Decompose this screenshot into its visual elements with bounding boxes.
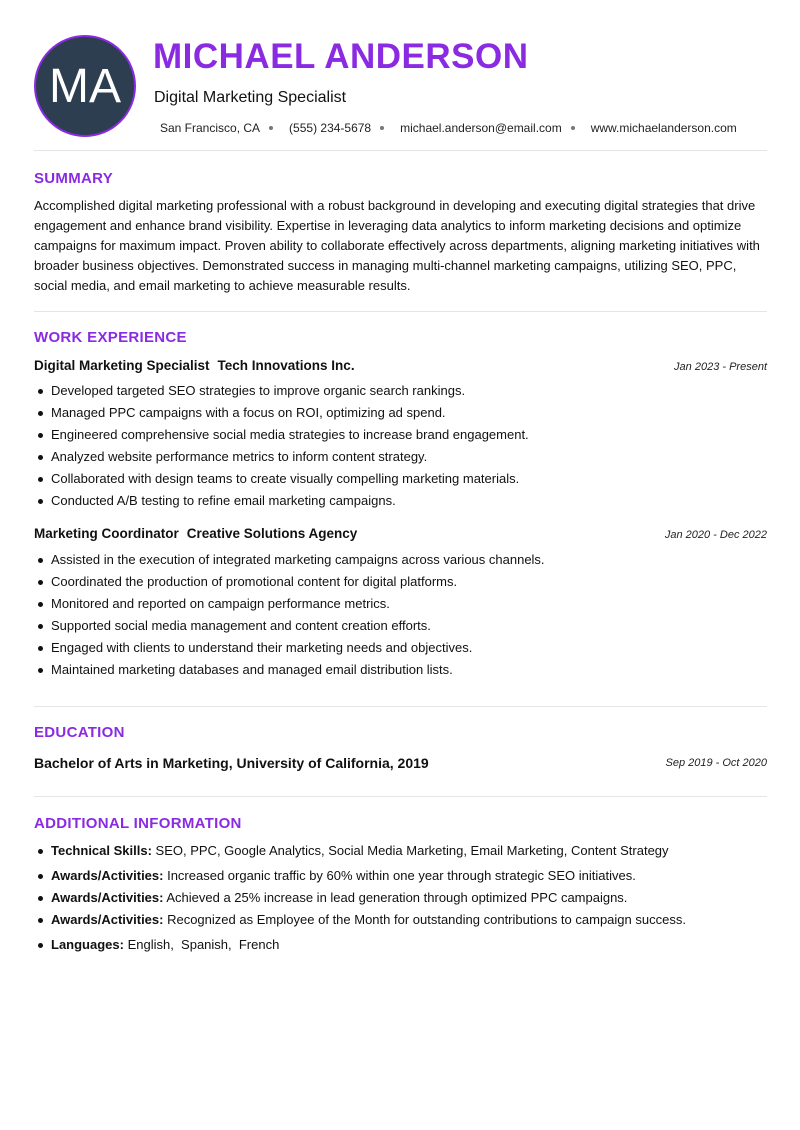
contact-line	[160, 120, 737, 136]
divider	[34, 311, 767, 312]
item-label: Awards/Activities:	[51, 890, 164, 905]
divider	[34, 796, 767, 797]
avatar	[34, 35, 136, 137]
divider	[34, 706, 767, 707]
list-item: Coordinated the production of promotional content for digital platforms.	[34, 571, 545, 593]
contact-website[interactable]: www.michaelanderson.com	[590, 121, 737, 135]
list-item	[34, 865, 686, 887]
education-dates: Sep 2019 - Oct 2020	[665, 757, 767, 769]
summary-text: Accomplished digital marketing professional with a robust background in developing and executing digital strategies that drive engagement and enhance brand visibility. Expertise in leveraging data analytics to inform marketing decisions and optimize campaigns for maximum impact. Proven ability to collaborate effectively across departments, aligning marketing initiatives with broader business objectives. Demonstrated success in managing multi-channel marketing campaigns, utilizing SEO, PPC, social media, and email marketing to achieve measurable results.	[34, 198, 760, 293]
item-label: Awards/Activities:	[51, 868, 164, 883]
list-item: Managed PPC campaigns with a focus on ROI, optimizing ad spend.	[34, 402, 529, 424]
job-header	[34, 357, 355, 375]
additional-info-list	[34, 840, 686, 956]
list-item: Conducted A/B testing to refine email marketing campaigns.	[34, 490, 529, 512]
summary-heading: SUMMARY	[34, 170, 114, 187]
item-label: Awards/Activities:	[51, 912, 164, 927]
item-text: Recognized as Employee of the Month for outstanding contributions to campaign success.	[163, 912, 686, 927]
avatar-initials: MA	[49, 59, 121, 113]
job-bullet-list	[34, 549, 545, 681]
additional-info-heading: ADDITIONAL INFORMATION	[34, 815, 242, 832]
contact-phone[interactable]: (555) 234-5678	[289, 121, 372, 135]
job-header	[34, 525, 357, 543]
list-item	[34, 887, 686, 909]
job-role: Marketing Coordinator	[34, 526, 179, 541]
list-item: Assisted in the execution of integrated marketing campaigns across various channels.	[34, 549, 545, 571]
separator-dot-icon	[571, 126, 575, 130]
contact-location: San Francisco, CA	[160, 121, 261, 135]
education-degree: Bachelor of Arts in Marketing, University of California, 2019	[34, 755, 429, 771]
list-item: Collaborated with design teams to create visually compelling marketing materials.	[34, 468, 529, 490]
list-item: Monitored and reported on campaign performance metrics.	[34, 593, 545, 615]
divider	[34, 150, 767, 151]
job-company: Creative Solutions Agency	[186, 526, 358, 541]
list-item	[34, 909, 686, 931]
list-item	[34, 840, 686, 862]
separator-dot-icon	[380, 126, 384, 130]
candidate-name: MICHAEL ANDERSON	[153, 37, 529, 76]
contact-email[interactable]: michael.anderson@email.com	[400, 121, 562, 135]
education-heading: EDUCATION	[34, 724, 125, 741]
job-dates: Jan 2023 - Present	[674, 361, 767, 373]
job-company: Tech Innovations Inc.	[217, 358, 355, 373]
list-item: Engaged with clients to understand their marketing needs and objectives.	[34, 637, 545, 659]
list-item: Analyzed website performance metrics to inform content strategy.	[34, 446, 529, 468]
job-dates: Jan 2020 - Dec 2022	[664, 529, 767, 541]
job-bullet-list	[34, 380, 529, 512]
list-item	[34, 934, 686, 956]
list-item: Maintained marketing databases and managed email distribution lists.	[34, 659, 545, 681]
item-text: Achieved a 25% increase in lead generation through optimized PPC campaigns.	[163, 890, 628, 905]
item-text: English, Spanish, French	[123, 937, 280, 952]
separator-dot-icon	[269, 126, 273, 130]
item-label: Languages:	[51, 937, 124, 952]
item-label: Technical Skills:	[51, 843, 152, 858]
item-text: SEO, PPC, Google Analytics, Social Media Marketing, Email Marketing, Content Strategy	[151, 843, 669, 858]
list-item: Engineered comprehensive social media strategies to increase brand engagement.	[34, 424, 529, 446]
work-experience-heading: WORK EXPERIENCE	[34, 329, 187, 346]
candidate-title: Digital Marketing Specialist	[154, 89, 347, 106]
item-text: Increased organic traffic by 60% within one year through strategic SEO initiatives.	[163, 868, 636, 883]
list-item: Supported social media management and content creation efforts.	[34, 615, 545, 637]
job-role: Digital Marketing Specialist	[34, 358, 210, 373]
list-item: Developed targeted SEO strategies to improve organic search rankings.	[34, 380, 529, 402]
